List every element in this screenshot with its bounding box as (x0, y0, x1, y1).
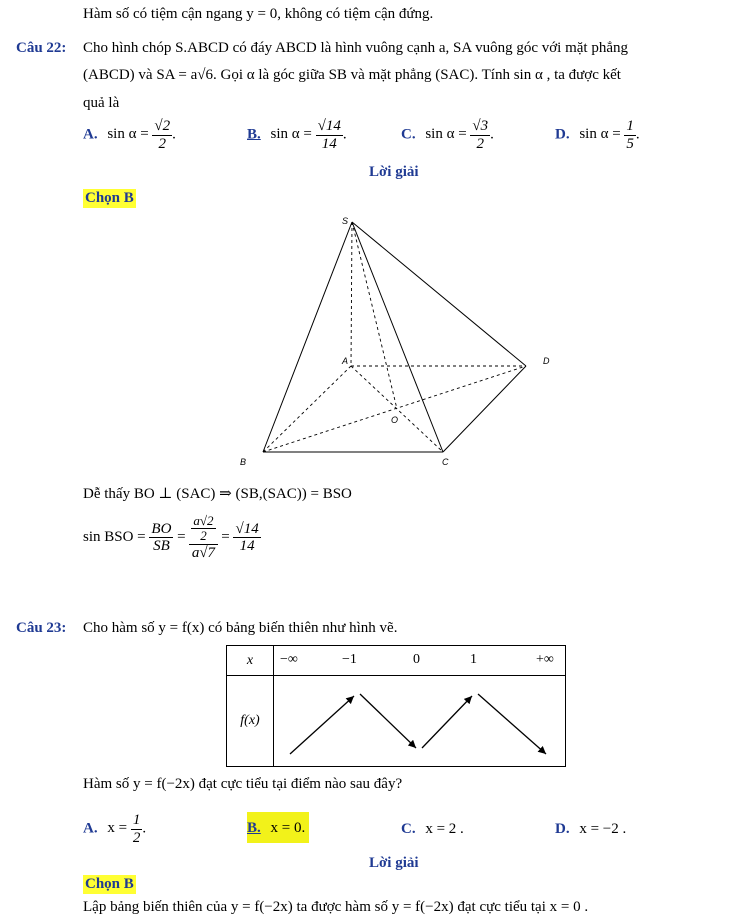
label-a: A (342, 356, 349, 366)
q23-answer-badge: Chọn B (85, 876, 134, 892)
q22-step1: Dễ thấy BO ⊥ (SAC) ⇒ (SB,(SAC)) = BSO (83, 486, 352, 502)
diagonal-bd-hidden (263, 366, 526, 452)
q23-question: Hàm số y = f(−2x) đạt cực tiểu tại điểm nào sau đây? (83, 776, 403, 792)
q23-option-a[interactable]: A. x = $\frac{1}{2}$ . (83, 812, 147, 846)
q22-option-a[interactable]: A. sin α = $\frac{√2}{2}$ . (83, 118, 176, 152)
edge-sd (352, 222, 526, 366)
q23-solution-title: Lời giải (369, 855, 419, 871)
arrow-down-2 (478, 694, 546, 754)
q23-option-c[interactable]: C. x = 2 . (401, 821, 464, 837)
q23-option-d[interactable]: D. x = −2 . (555, 821, 627, 837)
edge-sb (263, 222, 352, 452)
pyramid-figure (230, 212, 570, 472)
edge-sa-hidden (351, 222, 352, 366)
edge-ab-hidden (263, 366, 351, 452)
q22-answer-badge: Chọn B (85, 190, 134, 206)
q22-option-d[interactable]: D. sin α = $\frac{1}{5}$ . (555, 118, 640, 152)
q23-option-b[interactable]: B. x = 0. (247, 812, 309, 843)
q23-conclusion: Lập bảng biến thiên của y = f(−2x) ta được hàm số y = f(−2x) đạt cực tiểu tại x = 0 . (83, 899, 589, 915)
table-f-arrows (274, 676, 566, 767)
previous-answer-line: Hàm số có tiệm cận ngang y = 0, không có tiệm cận đứng. (83, 6, 434, 22)
table-x-label: x (227, 646, 274, 676)
question-23-label: Câu 23: (16, 620, 67, 636)
variation-table (226, 645, 566, 767)
segment-so-hidden (352, 222, 397, 409)
q22-step2: sin BSO = $\frac{BO}{SB}$ = $\frac{\frac{a√2}{2}}{a√7}$ = $\frac{√14}{14}$ (83, 513, 259, 561)
label-d: D (543, 356, 550, 366)
label-c: C (442, 457, 449, 467)
table-x-values: −∞ −1 0 1 +∞ (274, 646, 566, 676)
question-23-line1: Cho hàm số y = f(x) có bảng biến thiên như hình vẽ. (83, 620, 398, 636)
label-b: B (240, 457, 247, 467)
question-22-label: Câu 22: (16, 40, 67, 56)
arrow-up-2 (422, 696, 472, 748)
question-22-line3: quả là (83, 95, 120, 111)
q22-option-c[interactable]: C. sin α = $\frac{√3}{2}$ . (401, 118, 494, 152)
question-22-line1: Cho hình chóp S.ABCD có đáy ABCD là hình vuông cạnh a, SA vuông góc với mặt phẳng (83, 40, 628, 56)
label-o: O (391, 415, 399, 425)
q22-solution-title: Lời giải (369, 164, 419, 180)
table-f-label: f(x) (227, 676, 274, 767)
arrow-down-1 (360, 694, 416, 748)
arrow-up-1 (290, 696, 354, 754)
question-22-line2: (ABCD) và SA = a√6. Gọi α là góc giữa SB và mặt phẳng (SAC). Tính sin α , ta được kết (83, 67, 621, 83)
label-s: S (342, 216, 349, 226)
edge-cd (443, 366, 526, 452)
q22-option-b[interactable]: B. sin α = $\frac{√14}{14}$ . (247, 118, 347, 152)
